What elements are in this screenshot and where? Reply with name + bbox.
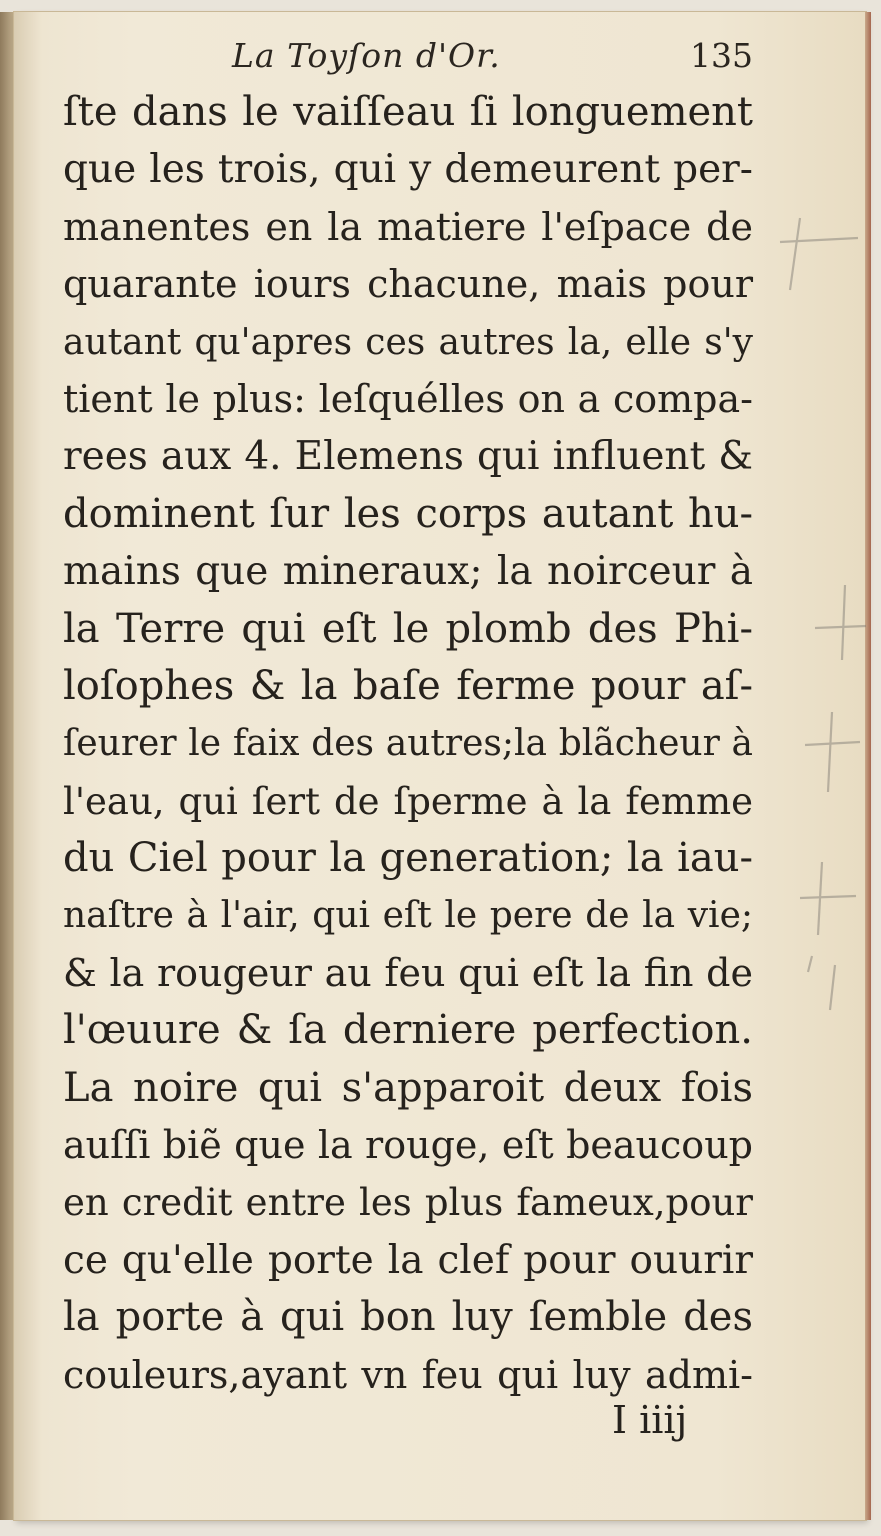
text-line: ſte dans le vaiſſeau ſi longuement <box>63 89 753 135</box>
text-line: que les trois, qui y demeurent per- <box>63 147 753 193</box>
running-head: La Toyſon d'Or. <box>232 36 501 75</box>
text-line: l'œuure & ſa derniere perfection. <box>63 1007 753 1054</box>
text-line: dominent ſur les corps autant hu- <box>63 490 753 537</box>
text-line: ſeurer le faix des autres;la blãcheur à <box>63 723 753 765</box>
text-line: couleurs,ayant vn feu qui luy admi- <box>63 1352 753 1397</box>
text-line: & la rougeur au feu qui eſt la fin de <box>63 950 753 995</box>
text-line: la porte à qui bon luy ſemble des <box>63 1294 753 1341</box>
signature-mark: I iiij <box>612 1398 688 1442</box>
text-line: la Terre qui eſt le plomb des Phi- <box>63 605 753 652</box>
text-line: en credit entre les plus fameux,pour <box>63 1181 753 1225</box>
text-line: autant qu'apres ces autres la, elle s'y <box>63 321 753 363</box>
text-line: auſſi biẽ que la rouge, eſt beaucoup <box>63 1123 753 1168</box>
text-line: ce qu'elle porte la clef pour ouurir <box>63 1237 753 1283</box>
text-line: du Ciel pour la generation; la iau- <box>63 835 753 882</box>
text-line: manentes en la matiere l'eſpace de <box>63 204 753 249</box>
page-number: 135 <box>690 36 753 75</box>
text-line: l'eau, qui ſert de ſperme à la femme <box>63 779 753 823</box>
text-line: naſtre à l'air, qui eſt le pere de la vie; <box>63 895 753 937</box>
text-line: tient le plus: leſquélles on a compa- <box>63 376 753 421</box>
text-line: rees aux 4. Elemens qui influent & <box>63 434 753 480</box>
text-line: loſophes & la baſe ferme pour aſ- <box>63 662 753 709</box>
text-line: quarante iours chacune, mais pour <box>63 262 753 307</box>
text-line: La noire qui s'apparoit deux fois <box>63 1064 753 1111</box>
text-line: mains que mineraux; la noirceur à <box>63 549 753 595</box>
page-edge <box>865 12 871 1520</box>
body-text <box>63 84 753 1404</box>
